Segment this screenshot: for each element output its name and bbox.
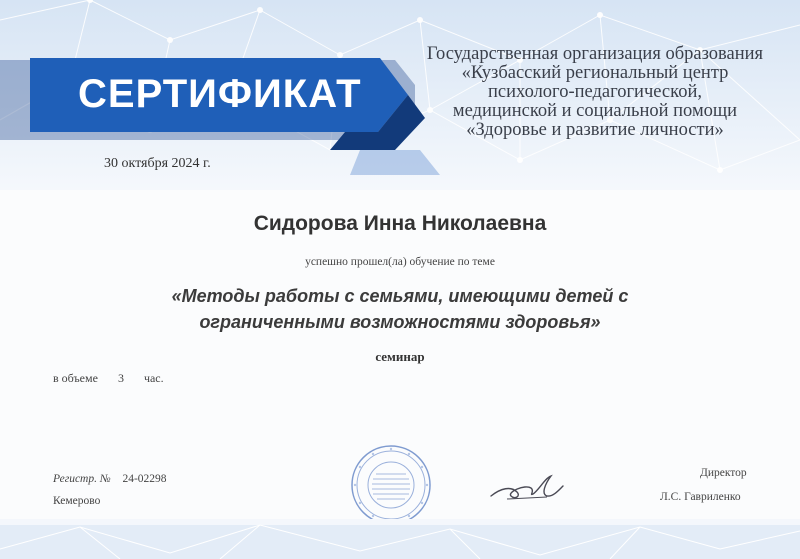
footer-background xyxy=(0,519,800,559)
organization-line: «Кузбасский региональный центр xyxy=(461,63,729,83)
topic-line: «Методы работы с семьями, имеющими детей с xyxy=(171,286,629,306)
volume-prefix: в объеме xyxy=(53,371,98,385)
certificate-title: СЕРТИФИКАТ xyxy=(78,72,362,116)
organization-line: «Здоровье и развитие личности» xyxy=(466,120,724,140)
organization-name xyxy=(400,45,790,140)
organization-line: Государственная организация образования xyxy=(426,44,764,64)
topic-line: ограниченными возможностями здоровья» xyxy=(199,312,601,332)
signer-role: Директор xyxy=(700,467,747,479)
issue-date: 30 октября 2024 г. xyxy=(104,156,211,171)
recipient-name: Сидорова Инна Николаевна xyxy=(253,212,547,235)
signature-icon xyxy=(487,466,567,506)
completion-statement: успешно прошел(ла) обучение по теме xyxy=(305,256,495,268)
volume-hours: 3 xyxy=(117,371,124,385)
official-seal-icon xyxy=(350,444,432,526)
organization-line: психолого-педагогической, xyxy=(488,82,702,102)
registration-number xyxy=(53,473,167,485)
registration-label: Регистр. № xyxy=(53,473,111,485)
event-type: семинар xyxy=(375,349,425,364)
registration-value: 24-02298 xyxy=(122,473,167,485)
signer-name: Л.С. Гавриленко xyxy=(660,491,741,503)
course-topic xyxy=(0,283,800,335)
organization-line: медицинской и социальной помощи xyxy=(452,101,738,121)
city: Кемерово xyxy=(53,495,101,507)
volume-unit: час. xyxy=(143,371,164,385)
course-volume xyxy=(53,371,164,386)
